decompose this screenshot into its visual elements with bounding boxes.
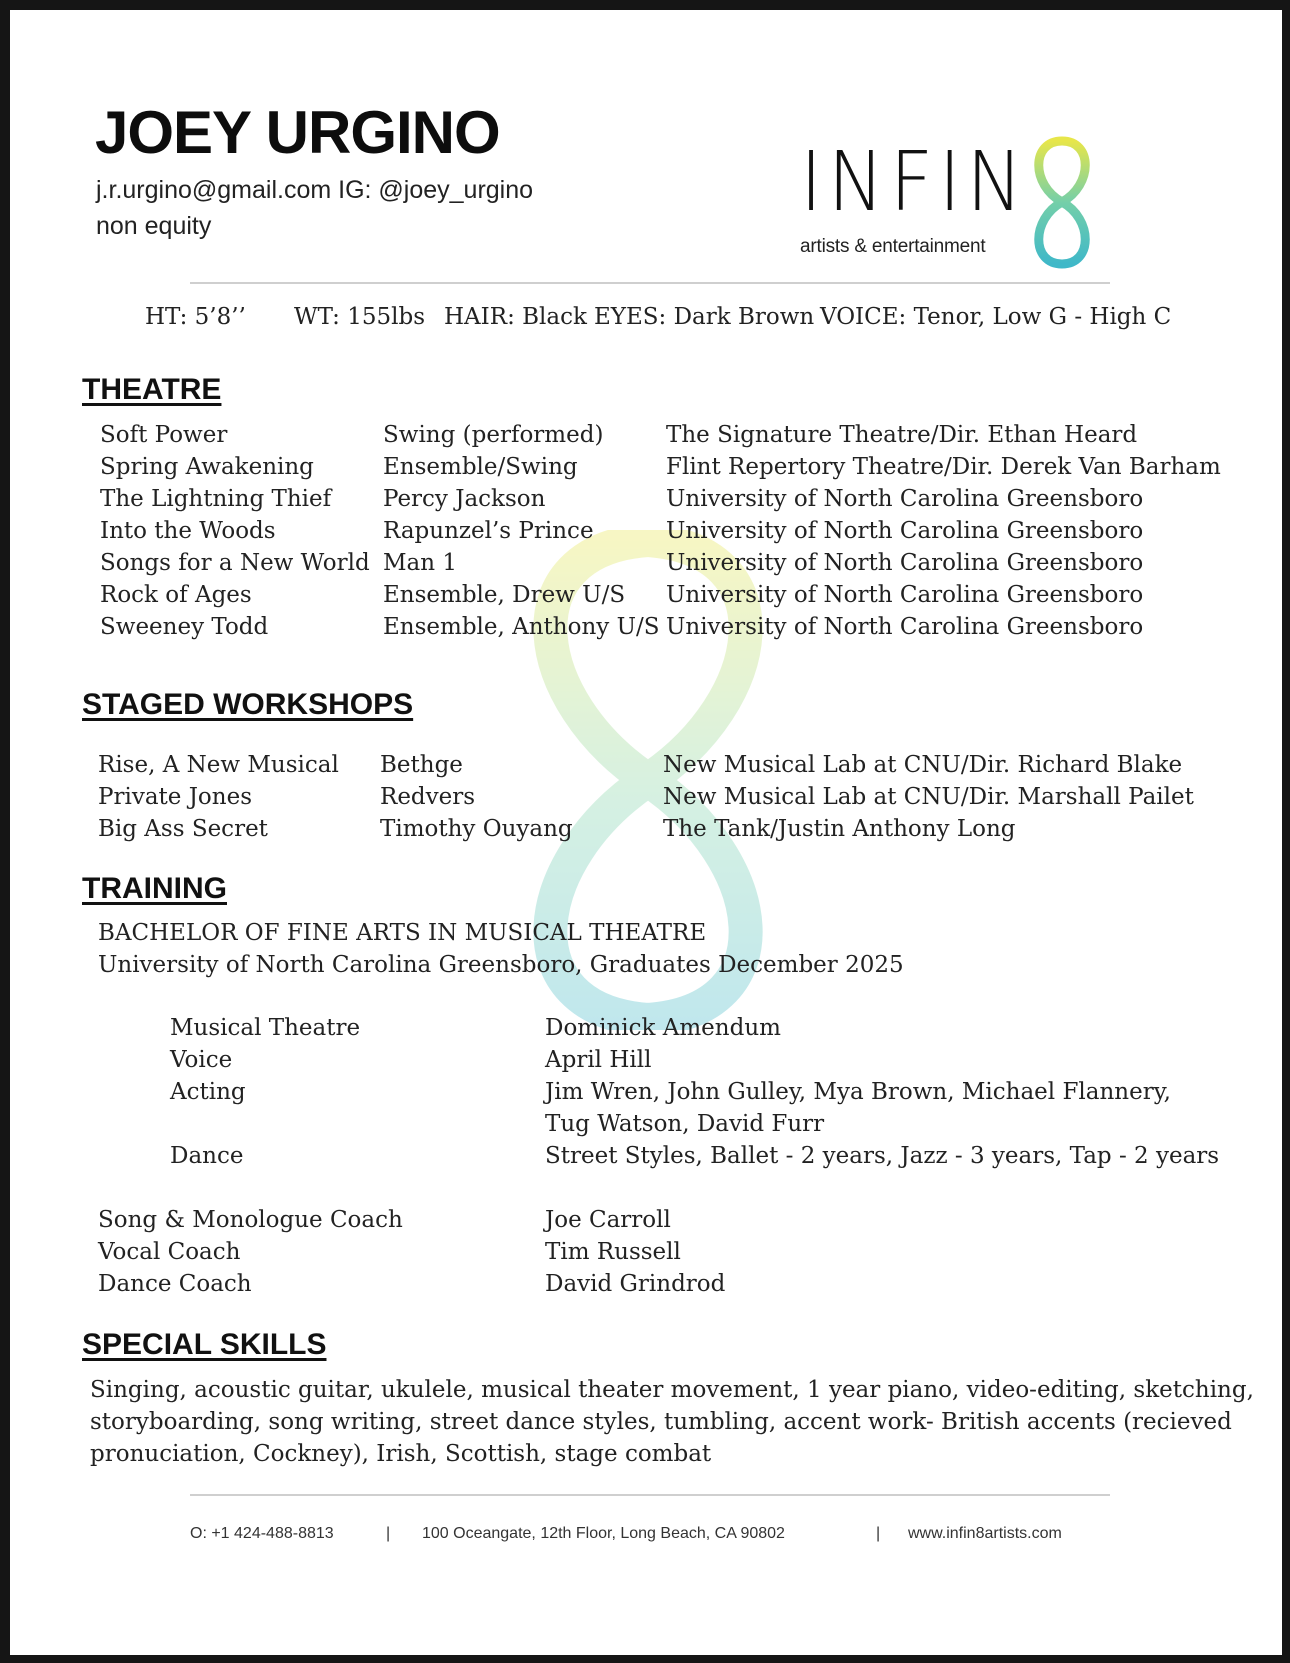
workshop-credit-show: Private Jones xyxy=(98,784,252,810)
theatre-credit-show: Soft Power xyxy=(100,422,228,448)
training-class-subject: Musical Theatre xyxy=(170,1015,361,1041)
theatre-credit-show: Into the Woods xyxy=(100,518,276,544)
footer-separator: | xyxy=(876,1525,881,1542)
theatre-credit-venue: University of North Carolina Greensboro xyxy=(666,486,1144,512)
training-class-instructor: Dominick Amendum xyxy=(545,1015,781,1041)
agency-logo-tagline: artists & entertainment xyxy=(800,236,986,257)
stat-weight: WT: 155lbs xyxy=(294,304,426,330)
workshop-credit-venue: The Tank/Justin Anthony Long xyxy=(663,816,1016,842)
theatre-credit-venue: University of North Carolina Greensboro xyxy=(666,582,1144,608)
theatre-credit-show: The Lightning Thief xyxy=(100,486,332,512)
skills-line: Singing, acoustic guitar, ukulele, musical theater movement, 1 year piano, video-editing, sketching, xyxy=(90,1377,1254,1403)
workshop-credit-role: Timothy Ouyang xyxy=(380,816,573,842)
theatre-credit-show: Sweeney Todd xyxy=(100,614,269,640)
workshop-credit-role: Bethge xyxy=(380,752,463,778)
training-class-subject: Acting xyxy=(170,1079,246,1105)
section-training-title: TRAINING xyxy=(82,872,227,905)
section-workshops-title: STAGED WORKSHOPS xyxy=(82,688,414,721)
theatre-credit-show: Rock of Ages xyxy=(100,582,252,608)
theatre-credit-role: Man 1 xyxy=(383,550,458,576)
theatre-credit-venue: University of North Carolina Greensboro xyxy=(666,614,1144,640)
stat-eyes: EYES: Dark Brown xyxy=(594,304,815,330)
theatre-credit-venue: University of North Carolina Greensboro xyxy=(666,550,1144,576)
skills-line: pronuciation, Cockney), Irish, Scottish, stage combat xyxy=(90,1441,712,1467)
footer-website[interactable]: www.infin8artists.com xyxy=(908,1525,1062,1542)
candidate-name: JOEY URGINO xyxy=(95,99,500,166)
contact-line: j.r.urgino@gmail.com IG: @joey_urgino xyxy=(96,176,534,204)
resume-page xyxy=(10,10,1282,1655)
theatre-credit-role: Percy Jackson xyxy=(383,486,546,512)
theatre-credit-venue: University of North Carolina Greensboro xyxy=(666,518,1144,544)
theatre-credit-venue: The Signature Theatre/Dir. Ethan Heard xyxy=(666,422,1138,448)
footer-divider xyxy=(190,1494,1110,1496)
section-theatre-title: THEATRE xyxy=(82,373,222,406)
theatre-credit-show: Spring Awakening xyxy=(100,454,314,480)
theatre-credit-role: Ensemble/Swing xyxy=(383,454,578,480)
training-coach-name: Joe Carroll xyxy=(545,1207,671,1233)
stat-voice: VOICE: Tenor, Low G - High C xyxy=(820,304,1172,330)
skills-line: storyboarding, song writing, street dance styles, tumbling, accent work- British accents (recieved xyxy=(90,1409,1232,1435)
training-class-subject: Dance xyxy=(170,1143,244,1169)
theatre-credit-role: Swing (performed) xyxy=(383,422,604,448)
section-skills-title: SPECIAL SKILLS xyxy=(82,1328,327,1361)
training-school: University of North Carolina Greensboro, Graduates December 2025 xyxy=(98,952,904,978)
training-class-instructor: Jim Wren, John Gulley, Mya Brown, Michael Flannery, xyxy=(545,1079,1171,1105)
agency-logo-eight-icon xyxy=(1025,135,1100,270)
agency-logo-word: INFIN xyxy=(800,135,1029,230)
union-status: non equity xyxy=(96,212,212,240)
training-coach-name: Tim Russell xyxy=(545,1239,681,1265)
footer-separator: | xyxy=(386,1525,391,1542)
stat-height: HT: 5’8’’ xyxy=(145,304,246,330)
theatre-credit-role: Ensemble, Anthony U/S xyxy=(383,614,660,640)
workshop-credit-venue: New Musical Lab at CNU/Dir. Richard Blake xyxy=(663,752,1183,778)
header-divider xyxy=(190,282,1110,284)
workshop-credit-show: Big Ass Secret xyxy=(98,816,268,842)
training-degree: BACHELOR OF FINE ARTS IN MUSICAL THEATRE xyxy=(98,920,707,946)
theatre-credit-role: Rapunzel’s Prince xyxy=(383,518,594,544)
training-class-subject: Voice xyxy=(170,1047,233,1073)
training-coach-name: David Grindrod xyxy=(545,1271,726,1297)
footer-phone: O: +1 424-488-8813 xyxy=(190,1525,334,1542)
theatre-credit-venue: Flint Repertory Theatre/Dir. Derek Van Barham xyxy=(666,454,1221,480)
theatre-credit-role: Ensemble, Drew U/S xyxy=(383,582,626,608)
training-class-instructor: Tug Watson, David Furr xyxy=(545,1111,825,1137)
theatre-credit-show: Songs for a New World xyxy=(100,550,370,576)
training-class-instructor: Street Styles, Ballet - 2 years, Jazz - 3 years, Tap - 2 years xyxy=(545,1143,1220,1169)
footer-address: 100 Oceangate, 12th Floor, Long Beach, CA 90802 xyxy=(422,1525,785,1542)
workshop-credit-role: Redvers xyxy=(380,784,476,810)
training-coach-type: Song & Monologue Coach xyxy=(98,1207,403,1233)
stat-hair: HAIR: Black xyxy=(444,304,587,330)
workshop-credit-show: Rise, A New Musical xyxy=(98,752,339,778)
workshop-credit-venue: New Musical Lab at CNU/Dir. Marshall Pailet xyxy=(663,784,1194,810)
training-class-instructor: April Hill xyxy=(545,1047,652,1073)
training-coach-type: Vocal Coach xyxy=(98,1239,241,1265)
training-coach-type: Dance Coach xyxy=(98,1271,252,1297)
